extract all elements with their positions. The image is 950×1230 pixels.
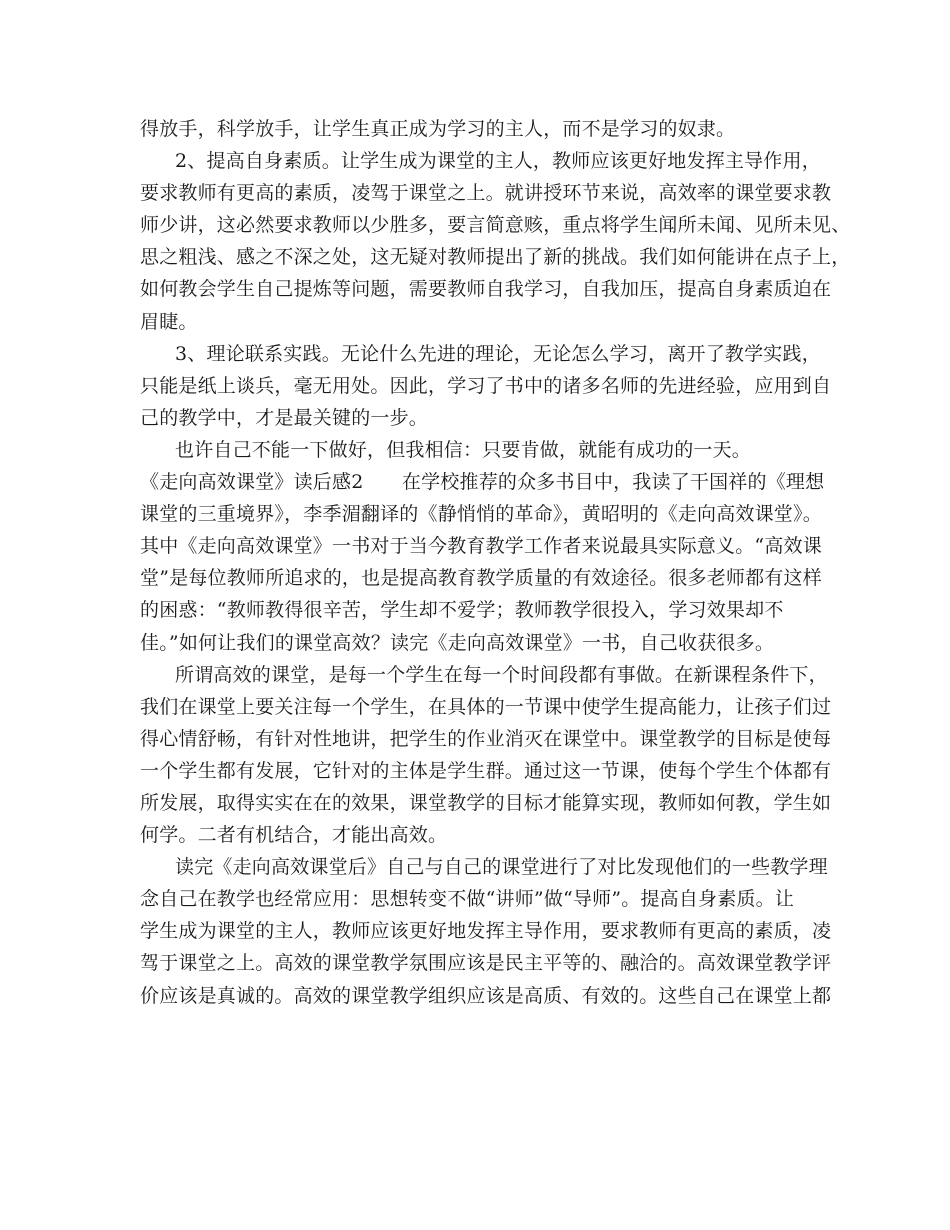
text-line: 价应该是真诚的。高效的课堂教学组织应该是高质、有效的。这些自己在课堂上都 xyxy=(140,984,832,1007)
text-line: 驾于课堂之上。高效的课堂教学氛围应该是民主平等的、融洽的。高效课堂教学评 xyxy=(140,952,832,975)
text-line: 如何教会学生自己提炼等问题，需要教师自我学习，自我加压，提高自身素质迫在 xyxy=(140,278,832,301)
text-line: 2、提高自身素质。让学生成为课堂的主人，教师应该更好地发挥主导作用， xyxy=(175,150,821,173)
text-line: 思之粗浅、感之不深之处，这无疑对教师提出了新的挑战。我们如何能讲在点子上， xyxy=(140,246,851,269)
text-line: 己的教学中，才是最关键的一步。 xyxy=(140,406,429,429)
text-line: 何学。二者有机结合，才能出高效。 xyxy=(140,824,448,847)
text-line: 课堂的三重境界》，李季湄翻译的《静悄悄的革命》，黄昭明的《走向高效课堂》。 xyxy=(140,503,822,526)
text-line: 也许自己不能一下做好，但我相信：只要肯做，就能有成功的一天。 xyxy=(175,438,752,461)
text-line: 我们在课堂上要关注每一个学生，在具体的一节课中使学生提高能力，让孩子们过 xyxy=(140,695,832,718)
text-line: 学生成为课堂的主人，教师应该更好地发挥主导作用，要求教师有更高的素质，凌 xyxy=(140,920,832,943)
text-line: 只能是纸上谈兵，毫无用处。因此，学习了书中的诸多名师的先进经验，应用到自 xyxy=(140,374,832,397)
text-line: 所发展，取得实实在在的效果，课堂教学的目标才能算实现，教师如何教，学生如 xyxy=(140,791,832,814)
text-line: 眉睫。 xyxy=(140,310,198,333)
text-line: 师少讲，这必然要求教师以少胜多，要言简意赅，重点将学生闻所未闻、见所未见、 xyxy=(140,214,851,237)
text-line: 所谓高效的课堂，是每一个学生在每一个时间段都有事做。在新课程条件下， xyxy=(175,663,828,686)
text-line: 念自己在教学也经常应用：思想转变不做“讲师”做“导师”。提高自身素质。让 xyxy=(140,888,795,911)
text-line: 的困惑：“教师教得很辛苦，学生却不爱学；教师教学很投入，学习效果却不 xyxy=(140,599,784,622)
text-line: 佳。”如何让我们的课堂高效？读完《走向高效课堂》一书，自己收获很多。 xyxy=(140,631,775,654)
text-line: 一个学生都有发展，它针对的主体是学生群。通过这一节课，使每个学生个体都有 xyxy=(140,759,832,782)
text-line: 得心情舒畅，有针对性地讲，把学生的作业消灭在课堂中。课堂教学的目标是使每 xyxy=(140,727,832,750)
text-line: 堂”是每位教师所追求的，也是提高教育教学质量的有效途径。很多老师都有这样 xyxy=(140,567,822,590)
text-line: 其中《走向高效课堂》一书对于当今教育教学工作者来说最具实际意义。“高效课 xyxy=(140,535,822,558)
text-line: 读完《走向高效课堂后》自己与自己的课堂进行了对比发现他们的一些教学理 xyxy=(175,856,828,879)
text-line: 《走向高效课堂》读后感2 在学校推荐的众多书目中，我读了干国祥的《理想 xyxy=(140,471,825,494)
text-line: 要求教师有更高的素质，凌驾于课堂之上。就讲授环节来说，高效率的课堂要求教 xyxy=(140,182,832,205)
body-text xyxy=(140,113,851,1012)
text-line: 3、理论联系实践。无论什么先进的理论，无论怎么学习，离开了教学实践， xyxy=(175,342,821,365)
text-line: 得放手，科学放手，让学生真正成为学习的主人，而不是学习的奴隶。 xyxy=(140,118,736,140)
